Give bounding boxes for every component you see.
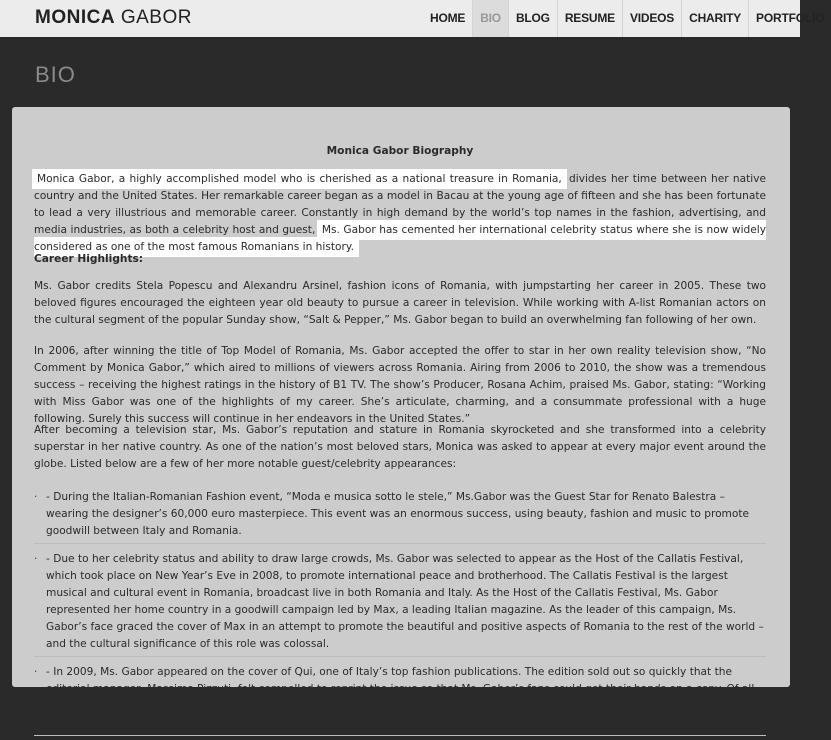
list-item-text: - In 2009, Ms. Gabor appeared on the cover of Qui, one of Italy’s top fashion publications. The edition sold out so quickly that the editorial manager, Massimo Pizzuti, felt compelled to reprint the issue so that Ms. Gabor’s fans could get their hands on a copy. Of all ninety-nine covers of Qui at that time, readers voted Ms. Gabor’s issue the “best cover.” Ms. Gabor was personally handed the “best cover” award by a distinguished member of the European Parliament.: [46, 666, 755, 729]
nav-videos[interactable]: VIDEOS: [622, 0, 681, 37]
list-item-text: - Due to her celebrity status and ability to draw large crowds, Ms. Gabor was selected to appear as the Host of the Callatis Festival, which took place on New Year’s Eve in 2008, to promote international peace and brotherhood. The Callatis Festival is the largest musical and cultural event in Romania, broadcast live in both Romania and Italy. As the Host of the Callatis Festival, Ms. Gabor represented her home country in a goodwill campaign led by Max, a leading Italian magazine. As the leader of this campaign, Ms. Gabor’s face graced the cover of Max in an attempt to promote the beautiful and positive aspects of Romania to the rest of the world – and the cultural significance of this role was colossal.: [46, 553, 764, 650]
career-paragraph-1: Ms. Gabor credits Stela Popescu and Alexandru Arsinel, fashion icons of Romania, with jumpstarting her career in 2005. These two beloved figures encouraged the eighteen year old beauty to pursue a career in television. While working with A-list Romanian actors on the cultural segment of the popular Sunday show, “Salt & Pepper,” Ms. Gabor began to build an overwhelming fan following of her own.: [34, 280, 766, 326]
main-nav: [423, 0, 831, 37]
intro-highlight-2: Ms. Gabor has cemented her international celebrity status where she is now widely considered as one of the most famous Romanians in history.: [34, 224, 766, 253]
logo-last-name: GABOR: [115, 7, 192, 28]
intro-body: divides her time between her native country and the United States. Her remarkable career began as a model in Bacau at the young age of fifteen and she has been fortunate to lead a very illustrious and memorable career. Constantly in high demand by the world’s top names in the fashion, advertising, and media industries, as both a celebrity host and guest,: [34, 173, 766, 236]
nav-charity[interactable]: CHARITY: [681, 0, 748, 37]
appearances-list: [34, 486, 766, 740]
top-navigation-bar: [0, 0, 825, 37]
career-highlights-label: Career Highlights:: [34, 253, 144, 265]
list-item: [34, 486, 766, 544]
bio-heading: Monica Gabor Biography: [326, 145, 474, 157]
nav-resume[interactable]: RESUME: [557, 0, 622, 37]
bio-intro-paragraph: [34, 171, 766, 256]
nav-blog[interactable]: BLOG: [508, 0, 557, 37]
logo-first-name: MONICA: [35, 7, 116, 28]
page-title: BIO: [35, 62, 76, 87]
bullet-icon: ·: [34, 666, 38, 678]
nav-bio[interactable]: BIO: [472, 0, 508, 37]
bullet-icon: ·: [34, 553, 38, 565]
content-panel: [12, 107, 790, 729]
page-title-band: [0, 37, 800, 109]
career-paragraph-2: In 2006, after winning the title of Top Model of Romania, Ms. Gabor accepted the offer to star in her own reality television show, “No Comment by Monica Gabor,” which aired to millions of viewers across Romania. Airing from 2006 to 2010, the show was a tremendous success – receiving the highest ratings in the history of B1 TV. The show’s Producer, Rosana Achim, praised Ms. Gabor, stating: “Working with Miss Gabor was one of the highlights of my career. She’s articulate, charming, and a consummate professional with a huge following. Surely this success will continue in her endeavors in the United States.”: [34, 345, 766, 425]
list-item-text: - During the Italian-Romanian Fashion event, “Moda e musica sotto le stele,” Ms.Gabor was the Guest Star for Renato Balestra – wearing the designer’s 60,000 euro masterpiece. This event was an enormous success, using beauty, fashion and music to promote goodwill between Italy and Romania.: [46, 491, 750, 537]
bullet-icon: ·: [34, 491, 38, 503]
intro-highlight-1: Monica Gabor, a highly accomplished model who is cherished as a national treasure in Romania,: [34, 171, 565, 187]
nav-home[interactable]: HOME: [430, 11, 466, 25]
list-item: [34, 548, 766, 657]
career-paragraph-3: After becoming a television star, Ms. Gabor’s reputation and stature in Romania skyrocketed and she transformed into a celebrity superstar in her native country. As one of the nation’s most beloved stars, Monica was asked to appear at every major event around the globe. Listed below are a few of her more notable guest/celebrity appearances:: [34, 424, 766, 470]
nav-portfolio[interactable]: PORTFOLIO: [748, 0, 831, 37]
site-logo[interactable]: [35, 7, 192, 29]
list-item: [34, 661, 766, 736]
